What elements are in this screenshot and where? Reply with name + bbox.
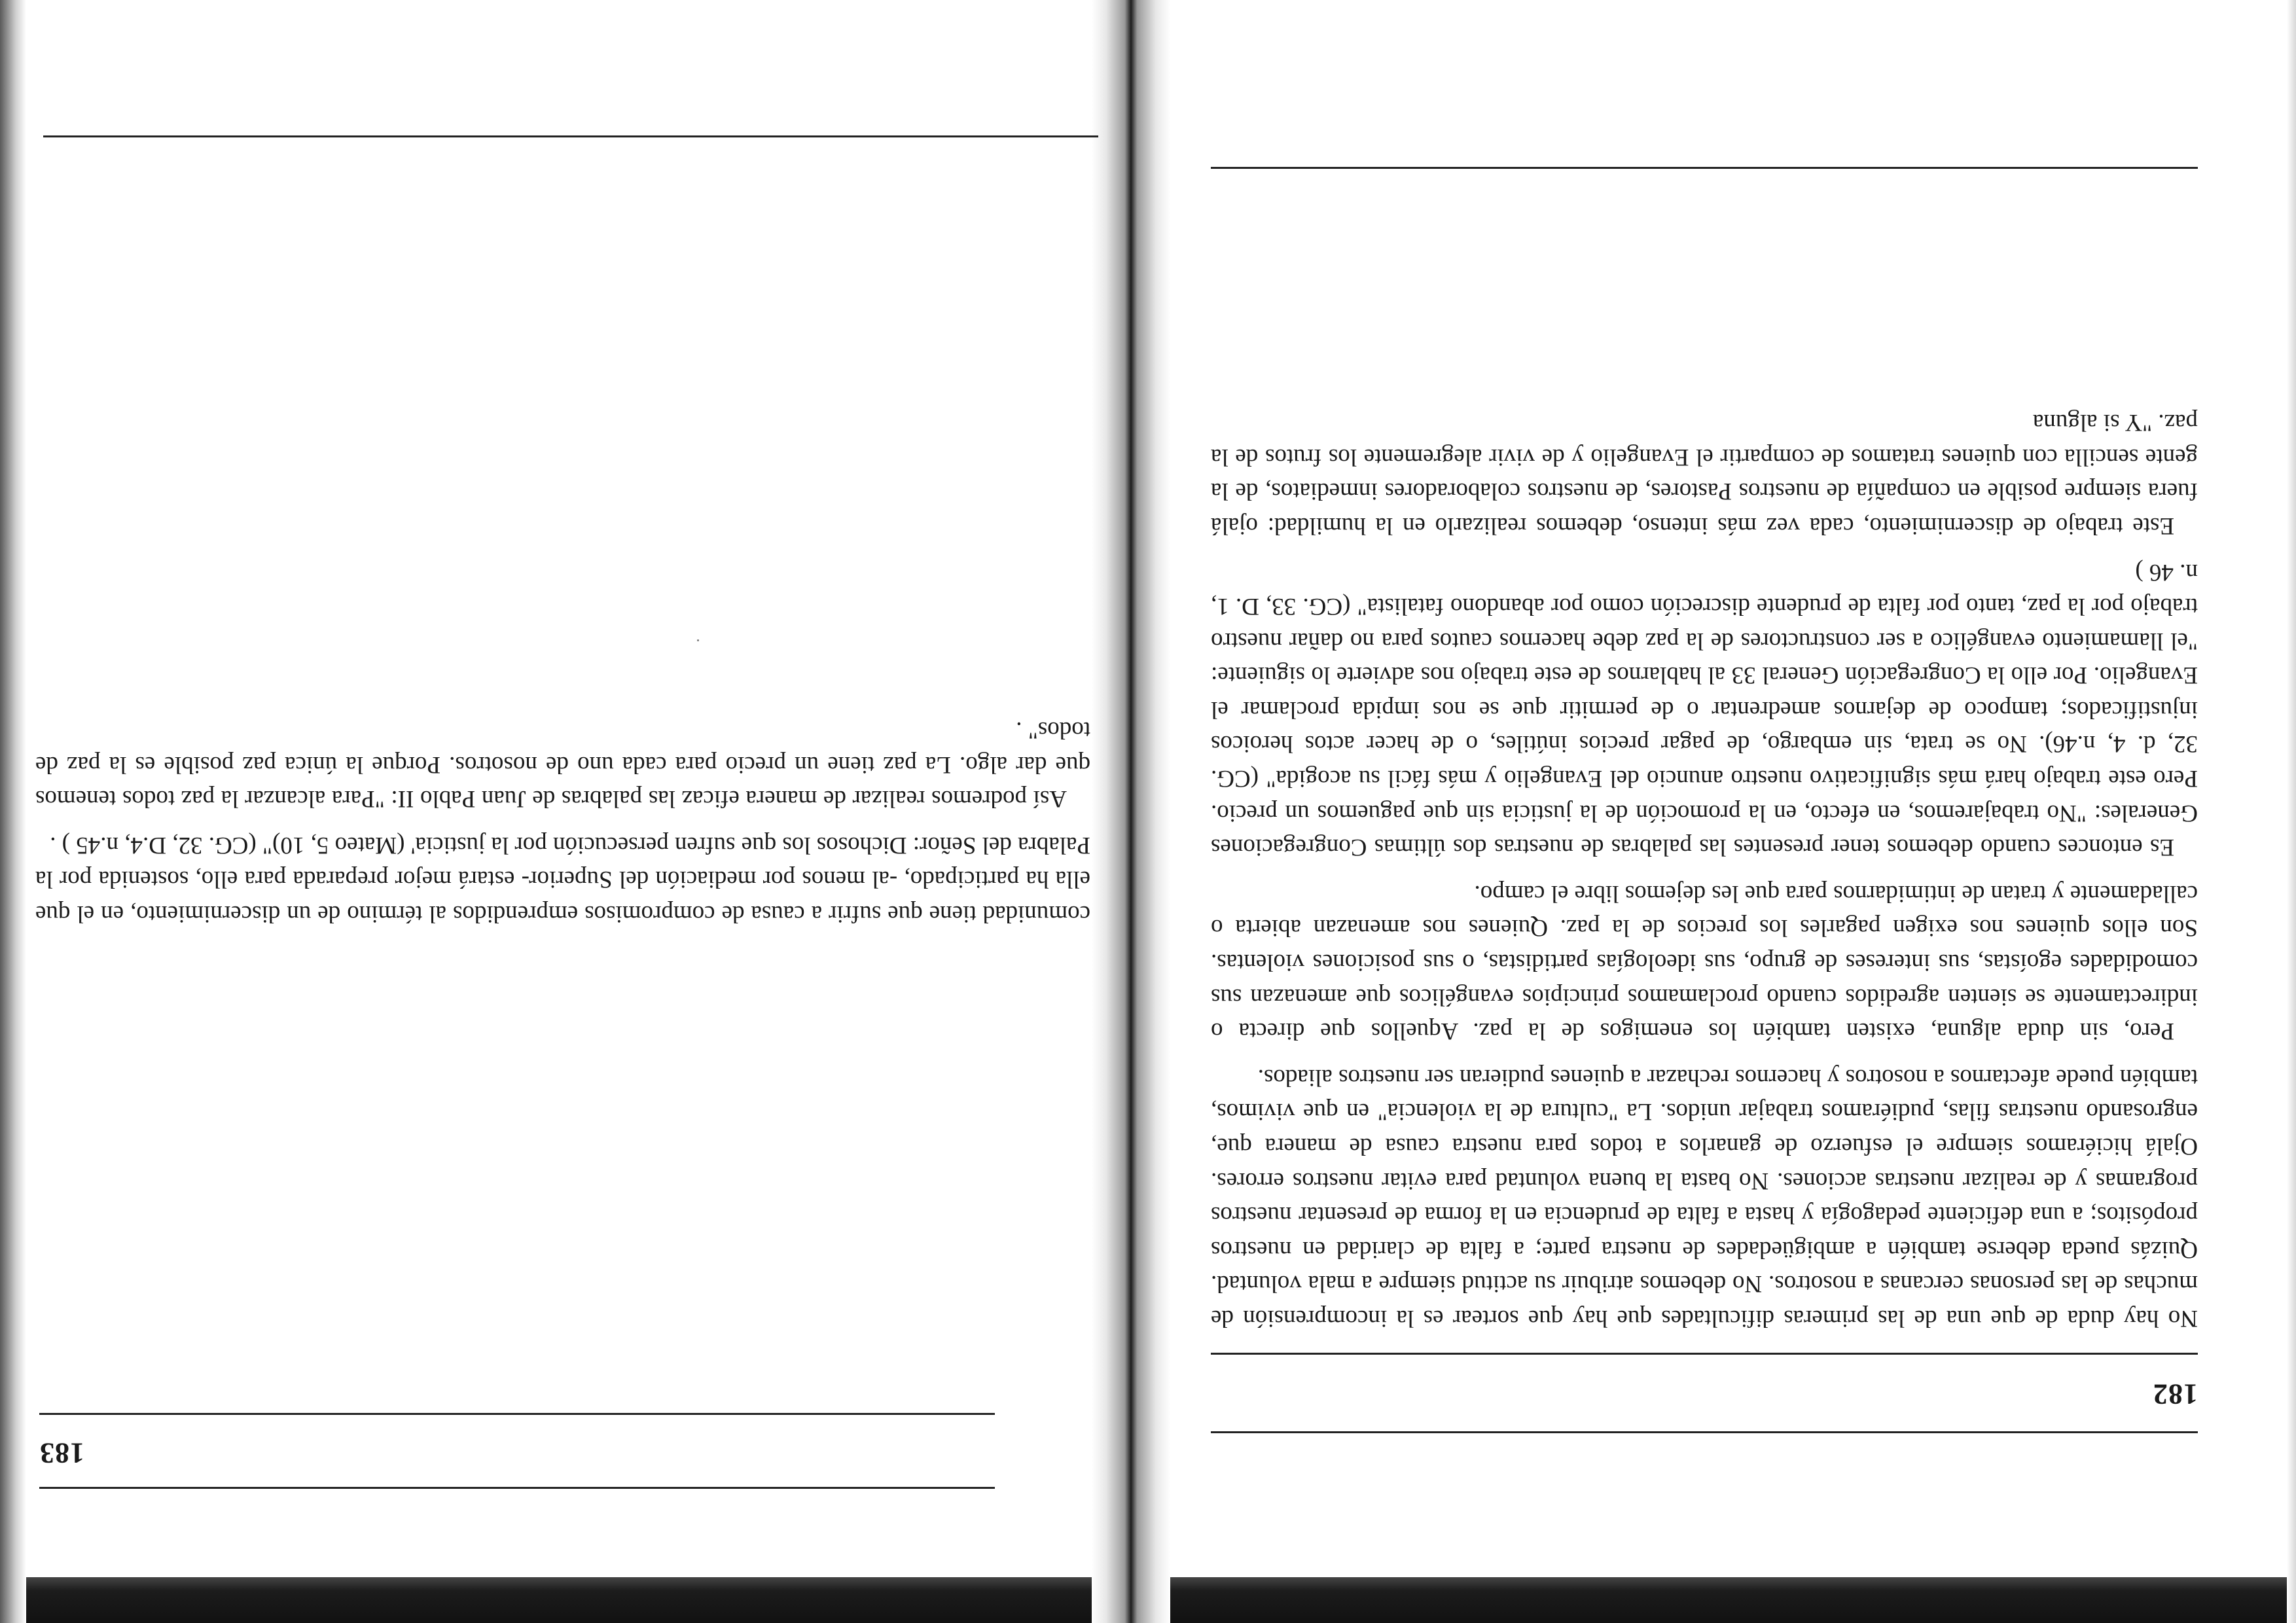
book-gutter xyxy=(1092,0,1170,1623)
page-183 xyxy=(0,0,1092,1623)
paragraph: Así podremos realizar de manera eficaz las palabras de Juan Pablo II: "Para alcanzar la paz todos tenemos que dar algo. La paz tiene un precio para cada uno de nosotros. Porque la única paz posible es la paz de todos" . xyxy=(35,717,1090,813)
footer-rule xyxy=(43,135,1098,137)
footer-rule xyxy=(1211,167,2198,169)
dust-speck xyxy=(697,639,699,641)
header-rule-bottom xyxy=(39,1413,995,1415)
paragraph: Pero, sin duda alguna, existen también los enemigos de la paz. Aquellos que directa o indirectamente se sienten agredidos cuando proclamamos principios evangélicos que amenazan sus comodidades egoístas, sus intereses de grupo, sus ideologías partidistas, o sus posiciones violentas. Son ellos quienes nos exigen pagarles los precios de la paz. Quienes nos amenazan abierta o calladamente y tratan de intimidarnos para que les dejemos libre el campo. xyxy=(1211,880,2198,1045)
header-rule-top xyxy=(39,1487,995,1489)
page-182 xyxy=(1170,0,2296,1623)
header-rule-bottom xyxy=(1211,1353,2198,1355)
body-text xyxy=(35,712,1090,931)
body-text xyxy=(1211,405,2198,1335)
paragraph: No hay duda de que una de las primeras dificultades que hay que sortear es la incomprensión de muchas de las personas cercanas a nosotros. No debemos atribuir su actitud siempre a mala voluntad. Quizás pueda deberse también a ambigüedades de nuestra parte; a falta de claridad en nuestros propósitos; a una deficiente pedagogía y hasta a falta de prudencia en la forma de presentar nuestros programas y de realizar nuestras acciones. No basta la buena voluntad para evitar nuestros errores. Ojalá hiciéramos siempre el esfuerzo de ganarlos a todos para nuestra causa de manera que, engrosando nuestras filas, pudiéramos trabajar unidos. La "cultura de la violencia" en que vivimos, también puede afectarnos a nosotros y hacernos rechazar a quienes pudieran ser nuestros aliados. xyxy=(1211,1063,2198,1332)
paragraph: Es entonces cuando debemos tener presentes las palabras de nuestras dos últimas Congregaciones Generales: "No trabajaremos, en efecto, en la promoción de la justicia sin que paguemos un precio. Pero este trabajo hará más significativo nuestro anuncio del Evangelio y más fácil su acogida" (CG. 32, d. 4, n.46). No se trata, sin embargo, de pagar precios inútiles, o de hacer actos heroicos injustificados; tampoco de dejarnos amedrentar o de permitir que se nos impida proclamar el Evangelio. Por ello la Congregación General 33 al hablarnos de este trabajo nos advierte lo siguiente: "el llamamiento evangélico a ser constructores de la paz debe hacernos cautos para no dañar nuestro trabajo por la paz, tanto por falta de prudente discreción como por abandono fatalista" (CG. 33, D. 1, n. 46 ) xyxy=(1211,558,2198,861)
paragraph: comunidad tiene que sufrir a causa de compromisos emprendidos al término de un discernimiento, en el que ella ha participado, -al menos por mediación del Superior- estará mejor preparada para ello, sostenida por la Palabra del Señor: Dichosos los que sufren persecución por la justicia' (Mateo 5, 10)" (CG. 32, D.4, n.45 ) . xyxy=(35,831,1090,927)
page-number: 182 xyxy=(2153,1378,2198,1410)
page-number: 183 xyxy=(39,1437,84,1469)
paragraph: Este trabajo de discernimiento, cada vez más intenso, debemos realizarlo en la humildad: ojalá fuera siempre posible en compañía de nuestros Pastores, de nuestros colaboradores inmediatos, de la gente sencilla con quienes tratamos de compartir el Evangelio y de vivir alegremente los frutos de la paz. "Y si alguna xyxy=(1211,409,2198,539)
header-rule-top xyxy=(1211,1431,2198,1433)
